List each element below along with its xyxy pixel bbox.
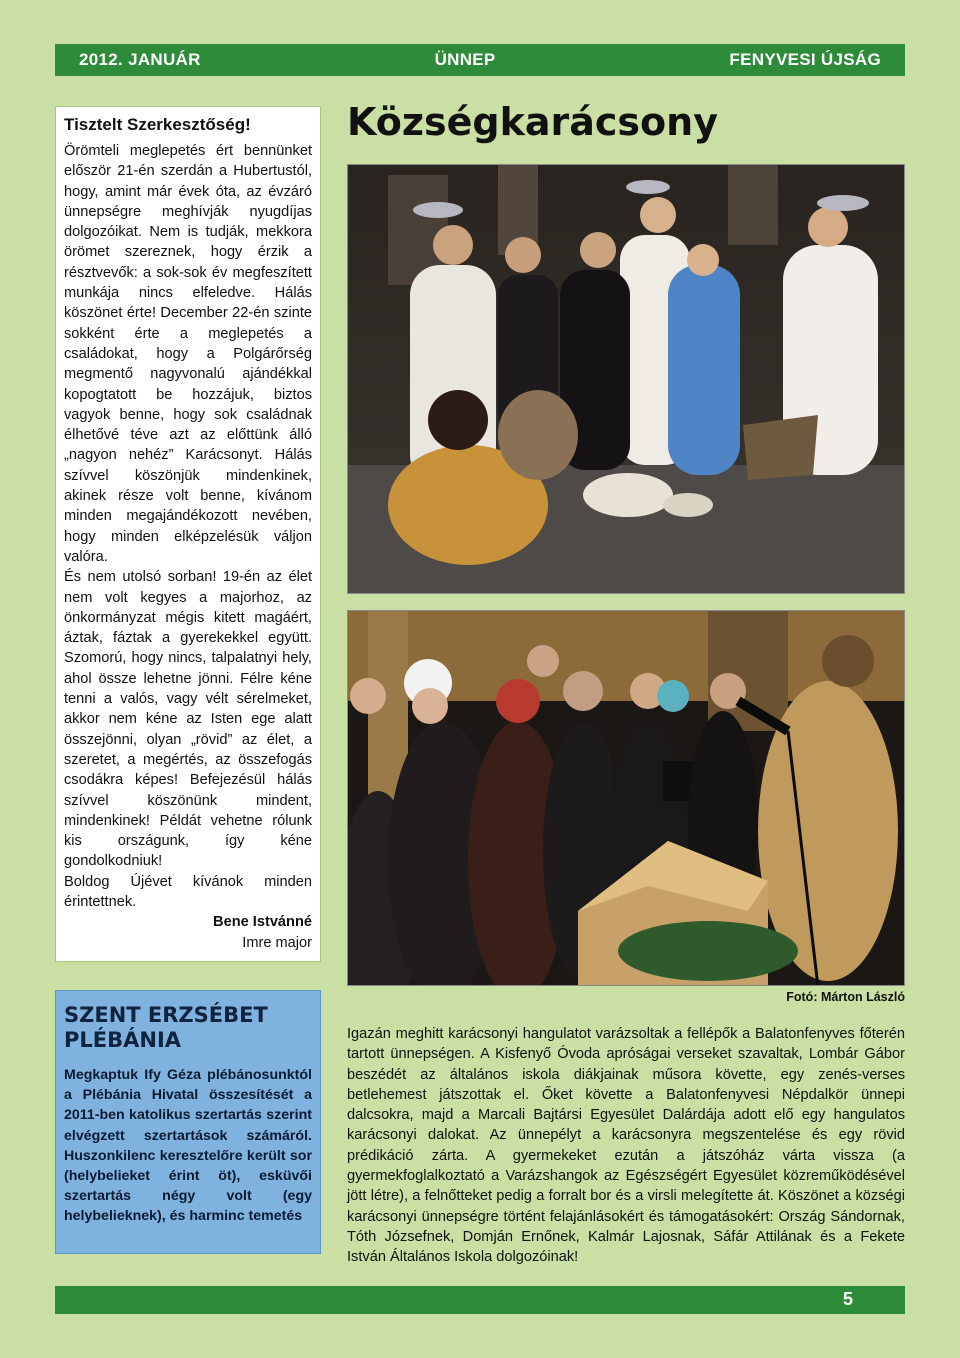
footer-bar xyxy=(55,1286,905,1314)
page-number: 5 xyxy=(842,1289,853,1309)
parish-title: SZENT ERZSÉBET PLÉBÁNIA xyxy=(64,1003,268,1052)
photo-credit: Fotó: Márton László xyxy=(786,990,905,1004)
letter-box xyxy=(55,106,321,962)
letter-signature xyxy=(64,912,312,953)
letter-body xyxy=(64,141,312,912)
signature-name: Bene Istvánné xyxy=(213,914,312,931)
parish-box xyxy=(55,990,321,1254)
article-body: Igazán meghitt karácsonyi hangulatot varázsoltak a fellépők a Balatonfenyves főterén tartott ünnepségen. A Kisfenyő Óvoda apróságai verseket szavaltak, Lombár Gábor beszédét az általános iskola diákjainak műsora követte, egy zenés-verses betlehemest játszottak el. Őket követte a Balatonfenyvesi Népdalkör ünnepi dalcsokra, majd a Marcali Bajtársi Egyesület Dalárdája adott elő egy hangulatos karácsonyi dalokat. Az ünnepélyt a karácsonyra megszentelése és egy rövid prédikáció zárta. A gyermekeket ezután a játszóház várta vissza (a gyermekfoglalkoztató a Varázshangok az Egészségért Egyesület közreműködésével jött létre), a felnőtteket pedig a forralt bor és a virsli melegítette át. Köszönet a községi karácsonyi ünnepségre történt felajánlásokért és támogatásokért: Ország Sándornak, Tóth Józsefnek, Domján Ernőnek, Kalmár Lajosnak, Sáfár Attilának és a Fekete István Általános Iskola dolgozóinak! xyxy=(347,1026,905,1266)
choir-photo xyxy=(347,610,905,986)
section-name: ÜNNEP xyxy=(434,50,496,69)
letter-title: Tisztelt Szerkesztőség! xyxy=(64,115,251,134)
signature-place: Imre major xyxy=(242,934,312,951)
nativity-play-photo xyxy=(347,164,905,594)
header-bar xyxy=(55,44,905,76)
article-title: Községkarácsony xyxy=(347,100,718,144)
letter-paragraph: Boldog Újévet kívánok minden érintettnek. xyxy=(64,873,312,910)
letter-paragraph: És nem utolsó sorban! 19-én az élet nem volt kegyes a majorhoz, az önkormányzat mégis kitett magáért, áztak, fáztak a gyerekekkel együtt. Szomorú, hogy nincs, talpalatnyi hely, ahol össze lehetne jönni. Félre kéne tenni a valós, vagy vélt sérelmeket, akkor nem kéne az Isten ege alatt összejönni, olyan „rövid” az élet, a szeretet, a megértés, az összefogás csodákra képes! Befejezésül hálás szívvel köszönünk mindent, mindenkinek! Példát vehetne rólunk kis országunk, így kéne gondolkodniuk! xyxy=(64,569,312,870)
parish-body: Megkaptuk Ify Géza plébánosunktól a Plébánia Hivatal összesítését a 2011-ben katolikus szertartás szerint elvégzett szertartások számáról. Huszonkilenc keresztelőre került sor (helybelieket érint öt), esküvői szertartás négy volt (egy helybelieknek), és harminc temetés xyxy=(64,1067,312,1225)
issue-date: 2012. JANUÁR xyxy=(79,50,201,69)
letter-paragraph: Örömteli meglepetés ért bennünket először 21-én szerdán a Hubertustól, hogy, amint már évek óta, az évzáró ünnepségre meghívják nyugdíjas dolgozóikat. Nem is tudják, mekkora örömet szereznek, hogy érzik a résztvevők: a sok-sok év megfeszített munkája nincs elfeledve. Hálás köszönet érte! December 22-én szinte sokként érte a meglepetés a családokat, hogy a Polgárőrség megmentő nagyvonalú ajándékkal kopogtatott be hozzájuk, biztos vagyok benne, hogy sok családnak élhetővé téve azt az előttünk álló „nagyon nehéz” Karácsonyt. Hálás szívvel köszönjük mindenkinek, akinek része volt benne, kívánom minden megajándékozott nevében, hogy minden elképzelésük váljon valóra. xyxy=(64,143,312,565)
publication-name: FENYVESI ÚJSÁG xyxy=(729,50,881,69)
